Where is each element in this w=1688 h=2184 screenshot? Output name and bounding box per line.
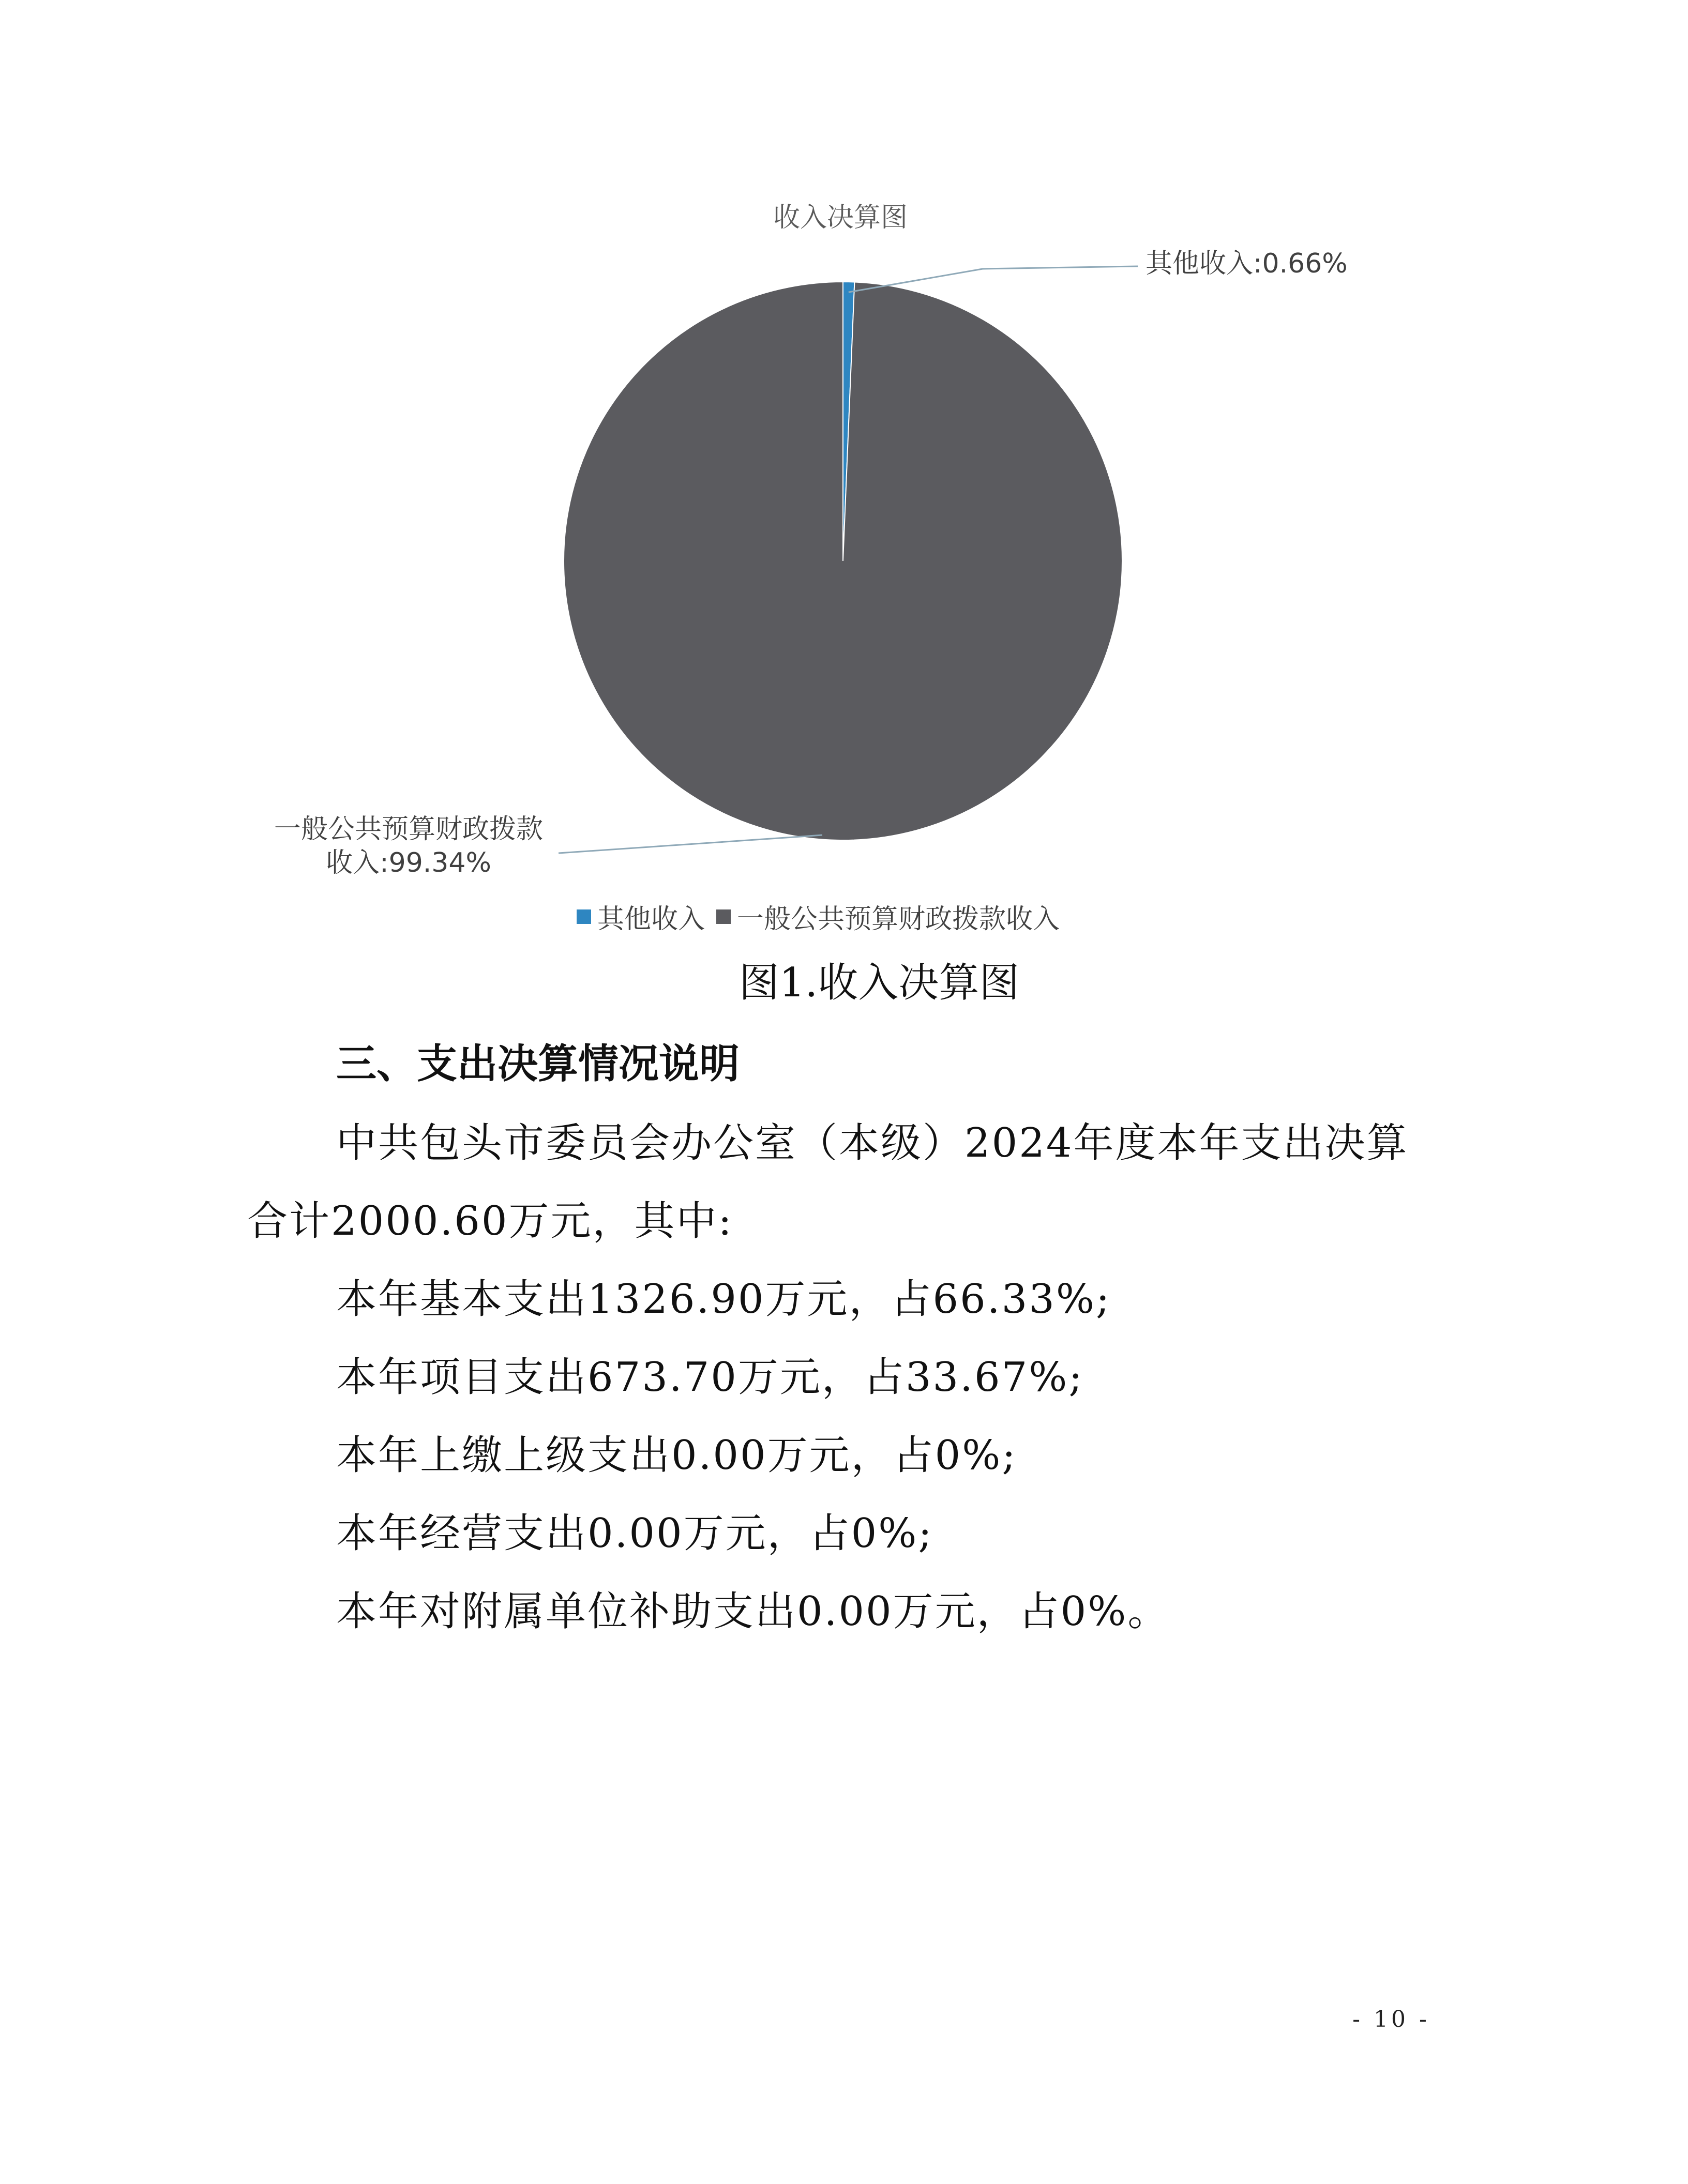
chart-legend xyxy=(577,897,1071,936)
legend-item-general-budget xyxy=(716,897,1060,936)
paragraph-line-2: 合计2000.60万元，其中: xyxy=(247,1198,733,1245)
legend-label-general-budget: 一般公共预算财政拨款收入 xyxy=(737,904,1060,935)
page-number: - 10 - xyxy=(1352,2006,1430,2033)
data-label-general-budget-line1: 一般公共预算财政拨款 xyxy=(274,814,543,845)
figure-caption: 图1.收入决算图 xyxy=(739,960,1020,1006)
data-label-other-income: 其他收入:0.66% xyxy=(1146,248,1348,279)
income-pie-chart xyxy=(0,0,1688,941)
legend-swatch-general-budget xyxy=(716,909,731,924)
leader-line-general-budget xyxy=(559,835,822,853)
legend-item-other-income xyxy=(577,897,705,936)
expense-item-operating: 本年经营支出0.00万元，占0%; xyxy=(336,1510,933,1557)
expense-item-project: 本年项目支出673.70万元，占33.67%; xyxy=(336,1354,1084,1401)
data-label-general-budget-line2: 收入:99.34% xyxy=(326,847,491,878)
legend-swatch-other-income xyxy=(577,909,591,924)
pie-chart-canvas xyxy=(0,0,1688,941)
chart-title: 收入决算图 xyxy=(773,202,908,233)
section-heading: 三、支出决算情况说明 xyxy=(336,1041,740,1087)
data-label-general-budget xyxy=(269,813,548,880)
pie-slice-general-budget xyxy=(564,282,1122,840)
expense-item-remit-upper: 本年上缴上级支出0.00万元，占0%; xyxy=(336,1432,1017,1479)
legend-label-other-income: 其他收入 xyxy=(597,904,705,935)
expense-item-basic: 本年基本支出1326.90万元，占66.33%; xyxy=(336,1276,1111,1323)
paragraph-line-1: 中共包头市委员会办公室（本级）2024年度本年支出决算 xyxy=(336,1120,1409,1166)
expense-item-subsidiary-subsidy: 本年对附属单位补助支出0.00万元，占0%。 xyxy=(336,1588,1170,1635)
